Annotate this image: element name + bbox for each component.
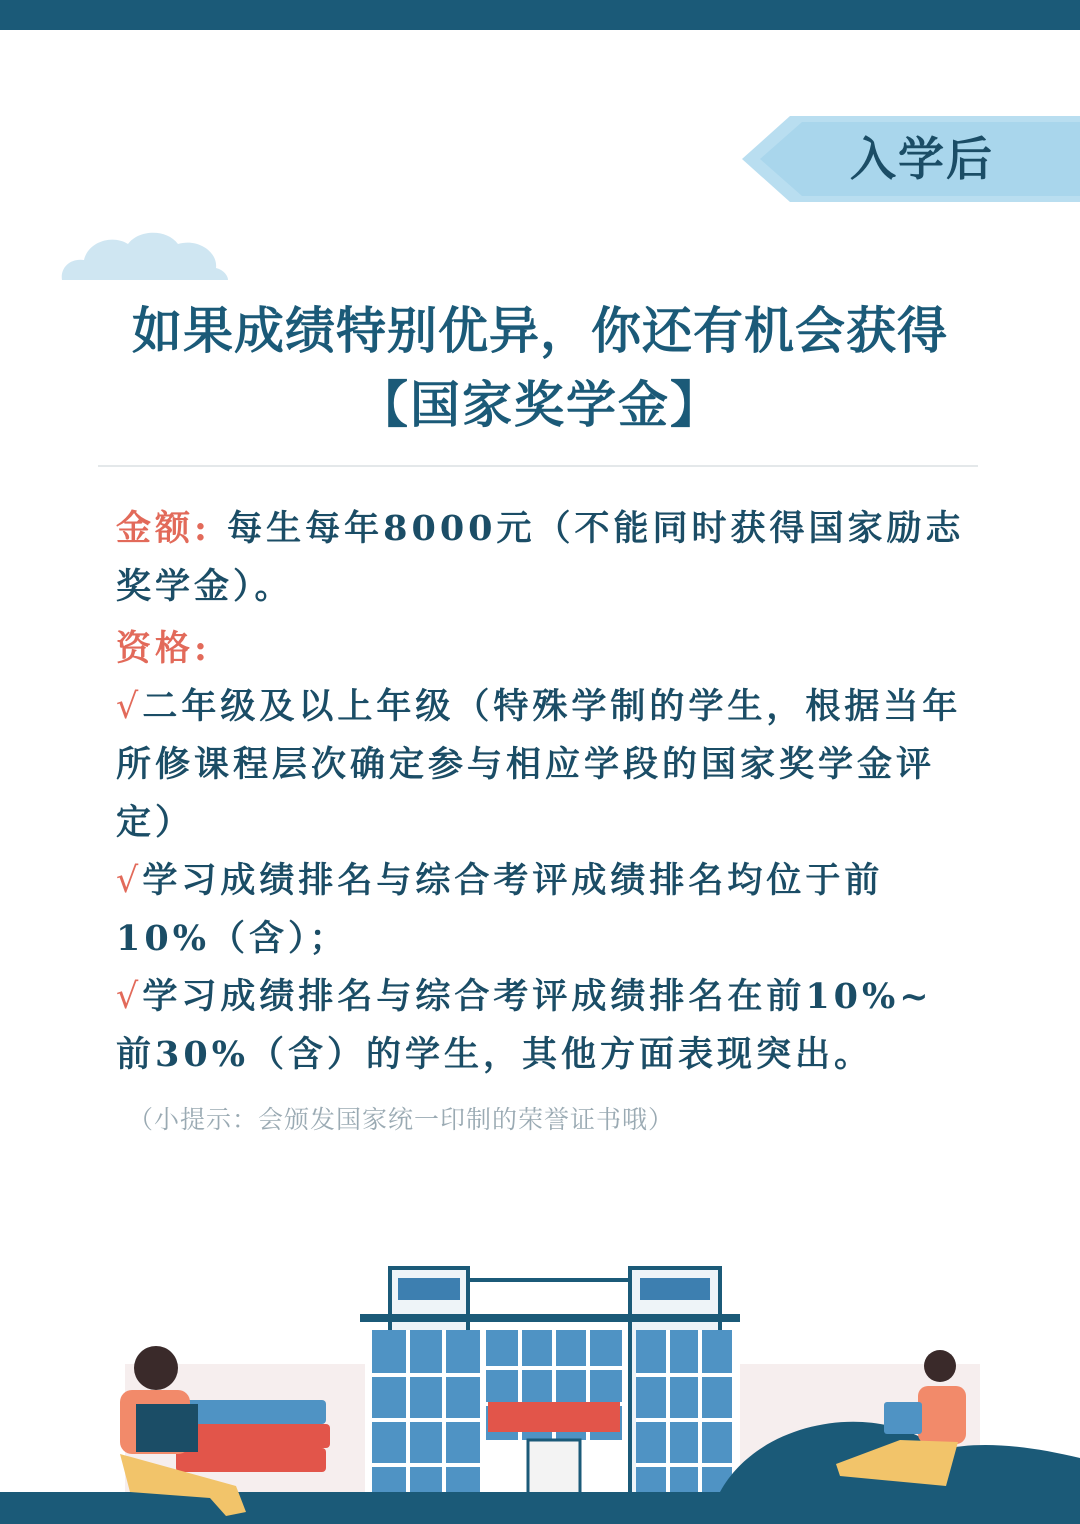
scholarship-details: [116, 500, 966, 1084]
qualification-item-text: 学习成绩排名与综合考评成绩排名均位于前10%（含）；: [116, 860, 884, 959]
check-icon: √: [116, 861, 143, 901]
qualification-item: [116, 678, 966, 852]
qualification-paragraph: [116, 620, 966, 678]
qualification-item: [116, 968, 966, 1084]
check-icon: √: [116, 687, 143, 727]
page-heading: [0, 296, 1080, 440]
qualification-item-text: 二年级及以上年级（特殊学制的学生，根据当年所修课程层次确定参与相应学段的国家奖学金评定）: [116, 686, 962, 843]
campus-illustration: [0, 1250, 1080, 1524]
stage-tag: [742, 116, 1080, 202]
heading-line-2: 【国家奖学金】: [358, 376, 722, 434]
qualification-label: 资格:: [116, 628, 211, 669]
stage-tag-label: 入学后: [850, 132, 994, 186]
cloud-icon: [58, 228, 230, 280]
qualification-item: [116, 852, 966, 968]
amount-label: 金额:: [116, 508, 211, 549]
divider: [98, 465, 978, 467]
amount-text: 每生每年8000元（不能同时获得国家励志奖学金）。: [116, 508, 965, 607]
top-bar: [0, 0, 1080, 30]
check-icon: √: [116, 977, 143, 1017]
qualification-item-text: 学习成绩排名与综合考评成绩排名在前10%~前30%（含）的学生，其他方面表现突出。: [116, 976, 933, 1075]
tip-note: （小提示：会颁发国家统一印制的荣誉证书哦）: [128, 1105, 675, 1134]
heading-line-1: 如果成绩特别优异，你还有机会获得: [132, 302, 948, 360]
amount-paragraph: [116, 500, 966, 616]
